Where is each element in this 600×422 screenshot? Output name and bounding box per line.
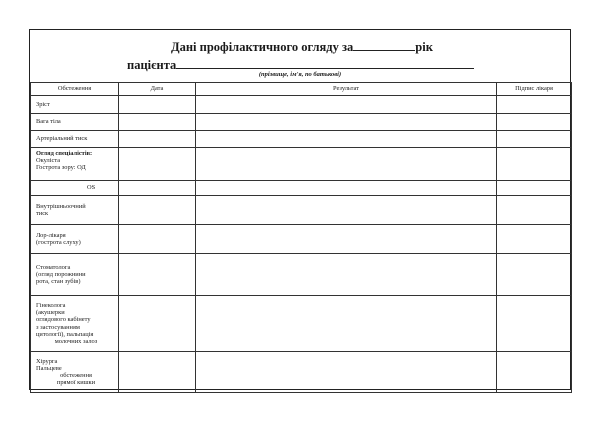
- year-blank[interactable]: [353, 39, 415, 51]
- row-label-height: Зріст: [31, 96, 119, 114]
- col-header-result: Результат: [196, 83, 497, 96]
- gyn-line-2: (акушерки: [36, 309, 65, 317]
- title-prefix: Дані профілактичного огляду за: [171, 40, 354, 54]
- os-label: OS: [87, 184, 96, 192]
- surgeon-line-2: Пальцеве: [36, 364, 62, 372]
- dentist-line-3: рота, стан зубів): [36, 278, 81, 286]
- col-header-exam: Обстеження: [31, 83, 119, 96]
- signature-cell[interactable]: [497, 254, 572, 296]
- result-cell[interactable]: [196, 196, 497, 225]
- date-cell[interactable]: [119, 225, 196, 254]
- form-frame: [29, 29, 571, 390]
- signature-cell[interactable]: [497, 196, 572, 225]
- row-label-pressure: Артеріальний тиск: [31, 131, 119, 148]
- result-cell[interactable]: [196, 225, 497, 254]
- signature-cell[interactable]: [497, 296, 572, 352]
- signature-cell[interactable]: [497, 352, 572, 393]
- row-label-dentist: [31, 254, 119, 296]
- gyn-line-1: Гінеколога: [36, 301, 66, 309]
- result-cell[interactable]: [196, 181, 497, 196]
- surgeon-line-1: Хірурга: [36, 357, 58, 365]
- row-label-ent: [31, 225, 119, 254]
- date-cell[interactable]: [119, 352, 196, 393]
- table-row: [31, 225, 572, 254]
- oculist-label: Окуліста: [36, 157, 61, 165]
- result-cell[interactable]: [196, 148, 497, 181]
- dentist-line-2: (огляд порожнини: [36, 270, 86, 278]
- date-cell[interactable]: [119, 196, 196, 225]
- intraocular-line-1: Внутрішньоочний: [36, 202, 86, 210]
- gyn-line-4: з застосуванням: [36, 323, 80, 331]
- table-row: [31, 181, 572, 196]
- patient-name-blank[interactable]: [176, 57, 474, 69]
- table-row: [31, 148, 572, 181]
- row-label-surgeon: [31, 352, 119, 393]
- signature-cell[interactable]: [497, 181, 572, 196]
- table-row: [31, 254, 572, 296]
- gyn-line-5: цитології), пальпація: [36, 330, 94, 338]
- form-title: [171, 39, 433, 55]
- ent-line-2: (гострота слуху): [36, 239, 81, 246]
- date-cell[interactable]: [119, 131, 196, 148]
- signature-cell[interactable]: [497, 225, 572, 254]
- patient-hint: (прізвище, ім'я, по батькові): [258, 71, 342, 78]
- row-label-specialists: [31, 148, 119, 181]
- date-cell[interactable]: [119, 254, 196, 296]
- date-cell[interactable]: [119, 96, 196, 114]
- col-header-date: Дата: [119, 83, 196, 96]
- col-header-signature: Підпис лікаря: [497, 83, 572, 96]
- table-row: [31, 196, 572, 225]
- row-label-weight: Вага тіла: [31, 114, 119, 131]
- title-suffix: рік: [415, 40, 433, 54]
- date-cell[interactable]: [119, 148, 196, 181]
- exam-table: [30, 82, 572, 393]
- result-cell[interactable]: [196, 114, 497, 131]
- visual-acuity-label: Гострота зору: ОД: [36, 164, 86, 172]
- intraocular-line-2: тиск: [36, 210, 49, 217]
- surgeon-line-3: обстеження: [60, 372, 92, 379]
- specialists-heading: Огляд спеціалістів:: [36, 150, 93, 157]
- row-label-os: [31, 181, 119, 196]
- date-cell[interactable]: [119, 114, 196, 131]
- date-cell[interactable]: [119, 296, 196, 352]
- surgeon-line-4: прямої кишки: [56, 379, 96, 387]
- dentist-line-1: Стоматолога: [36, 263, 71, 271]
- table-row: [31, 114, 572, 131]
- table-row: [31, 352, 572, 393]
- table-row: [31, 96, 572, 114]
- table-header-row: [31, 83, 572, 96]
- result-cell[interactable]: [196, 131, 497, 148]
- ent-line-1: Лор-лікаря: [36, 231, 66, 239]
- row-label-intraocular: [31, 196, 119, 225]
- row-label-gynecologist: [31, 296, 119, 352]
- table-row: [31, 131, 572, 148]
- signature-cell[interactable]: [497, 131, 572, 148]
- table-row: [31, 296, 572, 352]
- result-cell[interactable]: [196, 296, 497, 352]
- date-cell[interactable]: [119, 181, 196, 196]
- signature-cell[interactable]: [497, 96, 572, 114]
- gyn-line-3: оглядового кабінету: [36, 316, 91, 324]
- patient-label: пацієнта: [127, 58, 177, 72]
- gyn-line-6: молочних залоз: [54, 337, 98, 345]
- result-cell[interactable]: [196, 96, 497, 114]
- result-cell[interactable]: [196, 352, 497, 393]
- result-cell[interactable]: [196, 254, 497, 296]
- form-header: [30, 30, 570, 82]
- signature-cell[interactable]: [497, 148, 572, 181]
- signature-cell[interactable]: [497, 114, 572, 131]
